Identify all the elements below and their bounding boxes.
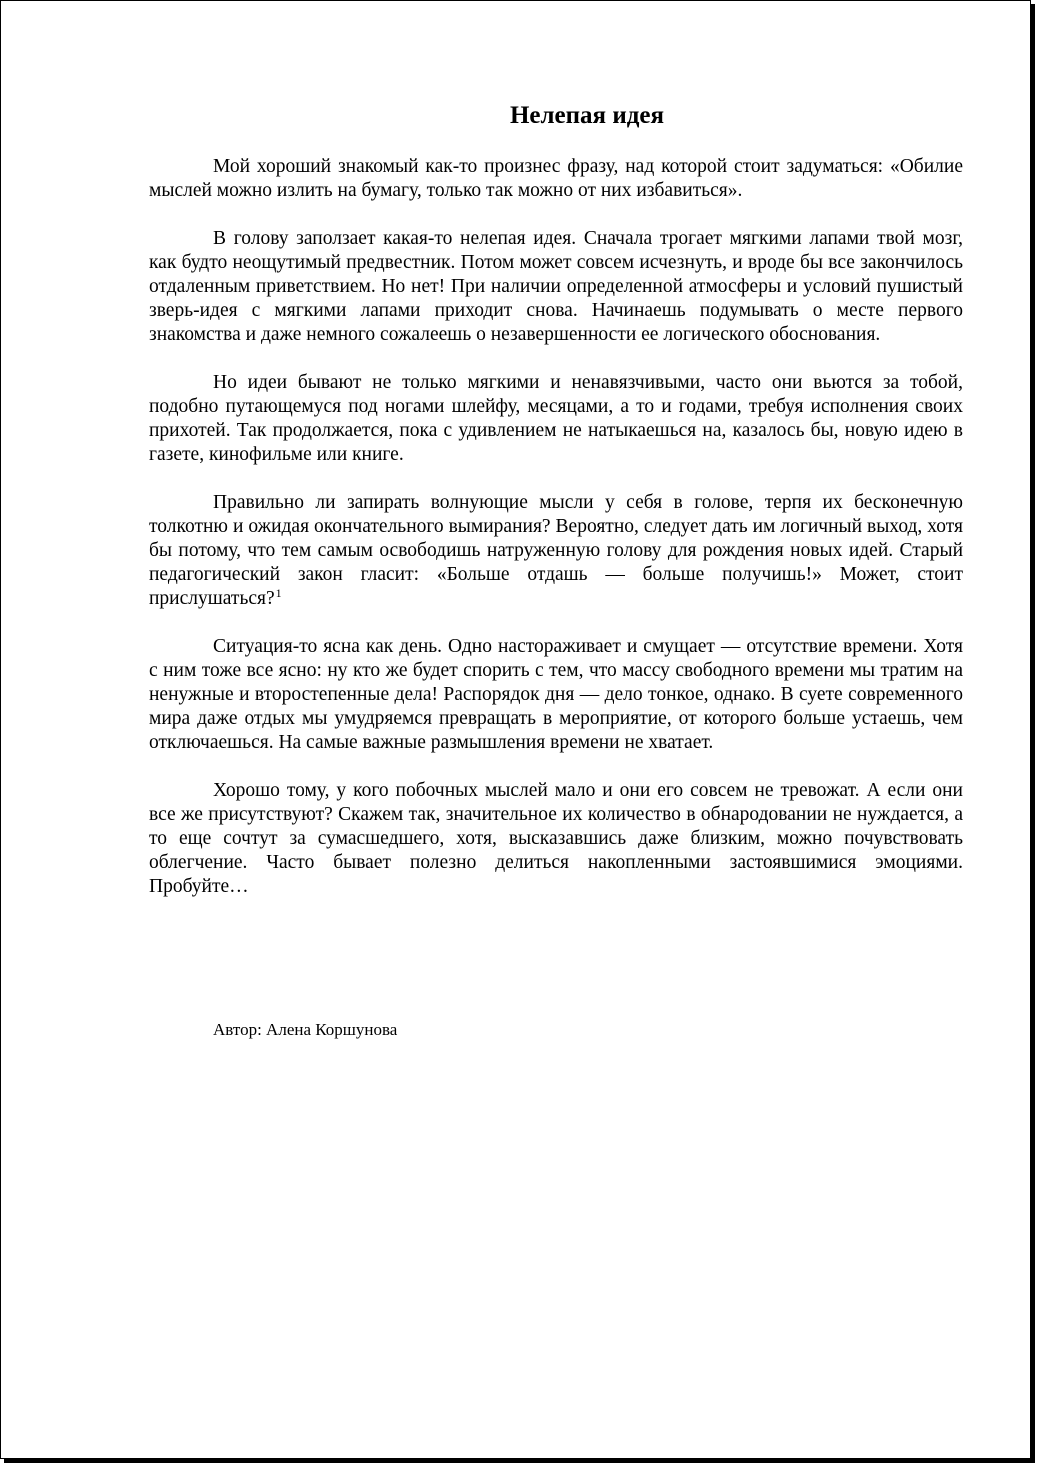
paragraph-6: Хорошо тому, у кого побочных мыслей мало и они его совсем не тревожат. А если они все же присутствуют? Скажем так, значительное их количество в обнародовании не нуждается, а то еще сочтут за сумасшедшего, хотя, высказавшись даже близким, можно почувствовать облегчение. Часто бывает полезно делиться накопленными застоявшимися эмоциями. Пробуйте… bbox=[149, 780, 963, 897]
paragraph-1: Мой хороший знакомый как-то произнес фразу, над которой стоит задуматься: «Обилие мыслей можно излить на бумагу, только так можно от них избавиться». bbox=[149, 156, 963, 201]
document-title: Нелепая идея bbox=[509, 102, 665, 129]
footnote-marker: 1 bbox=[275, 585, 282, 600]
paragraph-4-text: Правильно ли запирать волнующие мысли у себя в голове, терпя их бесконечную толкотню и ожидая окончательного вымирания? Вероятно, следует дать им логичный выход, хотя бы потому, что тем самым освободишь натруженную голову для рождения новых идей. Старый педагогический закон гласит: «Больше отдашь — больше получишь!» Может, стоит прислушаться? bbox=[149, 492, 963, 609]
article-body bbox=[149, 155, 963, 899]
paragraph-4 bbox=[149, 491, 963, 611]
paragraph-3: Но идеи бывают не только мягкими и ненавязчивыми, часто они вьются за тобой, подобно путающемуся под ногами шлейфу, месяцами, а то и годами, требуя исполнения своих прихотей. Так продолжается, пока с удивлением не натыкаешься на, казалось бы, новую идею в газете, кинофильме или книге. bbox=[149, 372, 963, 465]
paragraph-2: В голову заползает какая-то нелепая идея. Сначала трогает мягкими лапами твой мозг, как будто неощутимый предвестник. Потом может совсем исчезнуть, и вроде бы все закончилось отдаленным приветствием. Но нет! При наличии определенной атмосферы и условий пушистый зверь-идея с мягкими лапами приходит снова. Начинаешь подумывать о месте первого знакомства и даже немного сожалеешь о незавершенности ее логического обоснования. bbox=[149, 228, 963, 345]
author-line: Автор: Алена Коршунова bbox=[213, 1020, 398, 1039]
paragraph-5: Ситуация-то ясна как день. Одно настораживает и смущает — отсутствие времени. Хотя с ним тоже все ясно: ну кто же будет спорить с тем, что массу свободного времени мы тратим на ненужные и второстепенные дела! Распорядок дня — дело тонкое, однако. В суете современного мира даже отдых мы умудряемся превращать в мероприятие, от которого больше устаешь, чем отключаешься. На самые важные размышления времени не хватает. bbox=[149, 636, 963, 753]
